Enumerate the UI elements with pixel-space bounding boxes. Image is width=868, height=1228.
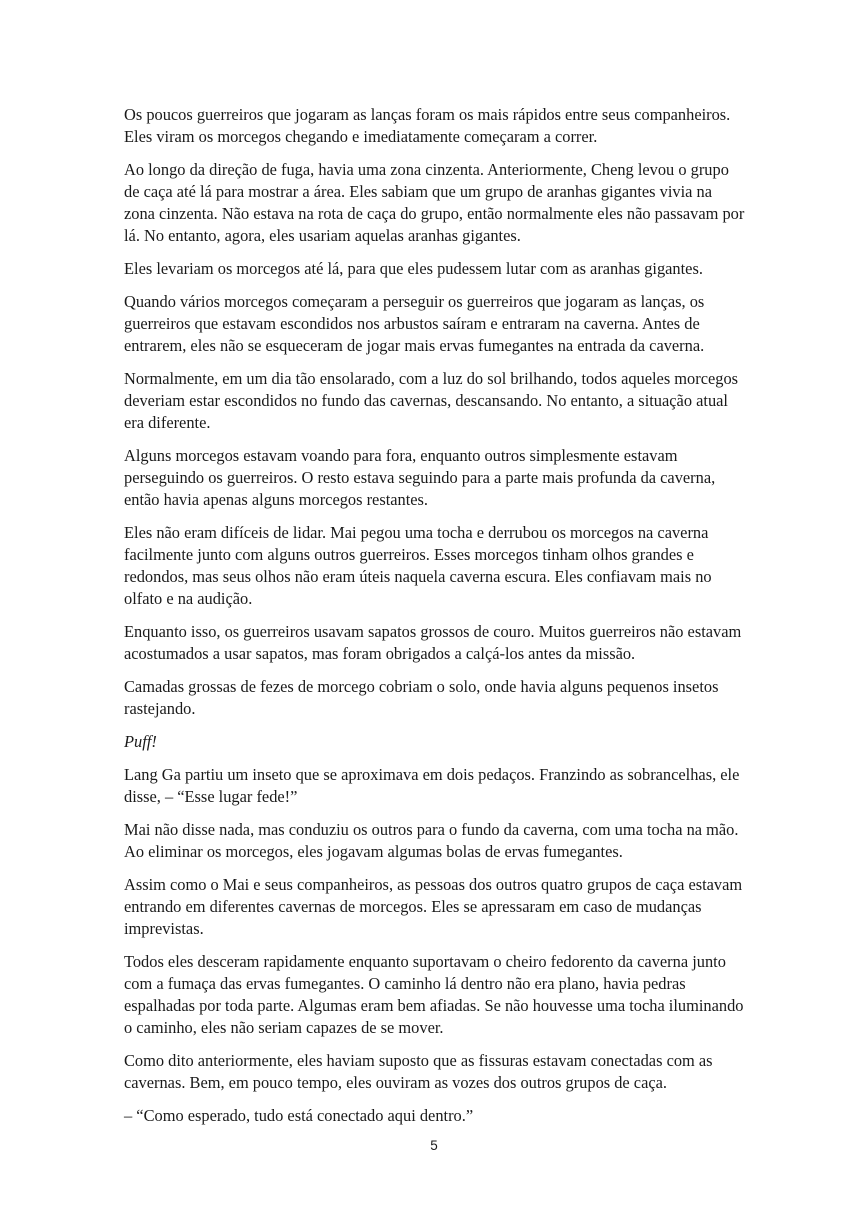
paragraph: Como dito anteriormente, eles haviam suposto que as fissuras estavam conectadas com as cavernas. Bem, em pouco tempo, eles ouviram as vozes dos outros grupos de caça. (124, 1051, 713, 1092)
paragraph: Enquanto isso, os guerreiros usavam sapatos grossos de couro. Muitos guerreiros não estavam acostumados a usar sapatos, mas foram obrigados a calçá-los antes da missão. (124, 622, 742, 663)
paragraph: Mai não disse nada, mas conduziu os outros para o fundo da caverna, com uma tocha na mão. Ao eliminar os morcegos, eles jogavam algumas bolas de ervas fumegantes. (124, 820, 739, 861)
paragraph: – “Como esperado, tudo está conectado aqui dentro.” (124, 1106, 474, 1125)
paragraph: Quando vários morcegos começaram a perseguir os guerreiros que jogaram as lanças, os guerreiros que estavam escondidos nos arbustos saíram e entraram na caverna. Antes de entrarem, eles não se esqueceram de jogar mais ervas fumegantes na entrada da caverna. (124, 292, 705, 355)
paragraph: Ao longo da direção de fuga, havia uma zona cinzenta. Anteriormente, Cheng levou o grupo de caça até lá para mostrar a área. Eles sabiam que um grupo de aranhas gigantes vivia na zona cinzenta. Não estava na rota de caça do grupo, então normalmente eles não passavam por lá. No entanto, agora, eles usariam aquelas aranhas gigantes. (124, 160, 745, 245)
paragraph: Camadas grossas de fezes de morcego cobriam o solo, onde havia alguns pequenos insetos rastejando. (124, 677, 719, 718)
paragraph: Lang Ga partiu um inseto que se aproximava em dois pedaços. Franzindo as sobrancelhas, ele disse, – “Esse lugar fede!” (124, 765, 740, 806)
paragraph-sound-effect: Puff! (124, 732, 157, 751)
document-body (124, 104, 746, 1138)
page-number: 5 (430, 1138, 438, 1153)
paragraph: Eles levariam os morcegos até lá, para que eles pudessem lutar com as aranhas gigantes. (124, 259, 703, 278)
paragraph: Assim como o Mai e seus companheiros, as pessoas dos outros quatro grupos de caça estavam entrando em diferentes cavernas de morcegos. Eles se apressaram em caso de mudanças imprevistas. (124, 875, 743, 938)
paragraph: Todos eles desceram rapidamente enquanto suportavam o cheiro fedorento da caverna junto com a fumaça das ervas fumegantes. O caminho lá dentro não era plano, havia pedras espalhadas por toda parte. Algumas eram bem afiadas. Se não houvesse uma tocha iluminando o caminho, eles não seriam capazes de se mover. (124, 952, 744, 1037)
paragraph: Os poucos guerreiros que jogaram as lanças foram os mais rápidos entre seus companheiros. Eles viram os morcegos chegando e imediatamente começaram a correr. (124, 105, 731, 146)
paragraph: Eles não eram difíceis de lidar. Mai pegou uma tocha e derrubou os morcegos na caverna facilmente junto com alguns outros guerreiros. Esses morcegos tinham olhos grandes e redondos, mas seus olhos não eram úteis naquela caverna escura. Eles confiavam mais no olfato e na audição. (124, 523, 712, 608)
paragraph: Alguns morcegos estavam voando para fora, enquanto outros simplesmente estavam perseguindo os guerreiros. O resto estava seguindo para a parte mais profunda da caverna, então havia apenas alguns morcegos restantes. (124, 446, 716, 509)
paragraph: Normalmente, em um dia tão ensolarado, com a luz do sol brilhando, todos aqueles morcegos deveriam estar escondidos no fundo das cavernas, descansando. No entanto, a situação atual era diferente. (124, 369, 739, 432)
